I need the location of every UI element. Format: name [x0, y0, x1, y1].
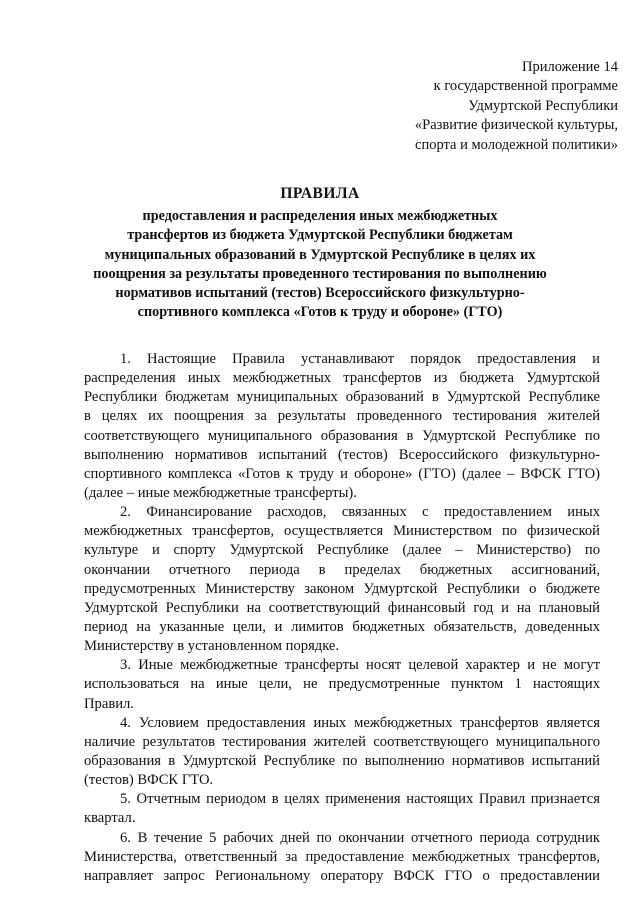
subtitle-line: предоставления и распределения иных межбюджетных [142, 208, 498, 224]
body-line: 4. Условием предоставления иных межбюджетных трансфертов является [120, 714, 600, 731]
body-line: 3. Иные межбюджетные трансферты носят целевой характер и не могут [120, 657, 600, 674]
body-line: 2. Финансирование расходов, связанных с предоставлением иных [120, 504, 600, 521]
body-line: период на указанные цели, и лимитов бюджетных обязательств, доведенных [84, 618, 600, 635]
subtitle-line: нормативов испытаний (тестов) Всероссийского физкультурно- [115, 285, 525, 302]
body-line: 5. Отчетным периодом в целях применения настоящих Правил признается [120, 791, 600, 808]
body-line: образования в Удмуртской Республике по выполнению нормативов испытаний [84, 752, 600, 769]
body-line: предусмотренных Министерству законом Удмуртской Республики о бюджете [84, 580, 600, 597]
body-line: направляет запрос Региональному оператору ВФСК ГТО о предоставлении [84, 867, 600, 884]
subtitle-line: трансфертов из бюджета Удмуртской Республики бюджетам [127, 227, 513, 244]
body-line: распределения иных межбюджетных трансфертов из бюджета Удмуртской [84, 370, 600, 387]
body-line: 1. Настоящие Правила устанавливают порядок предоставления и [120, 351, 600, 367]
attachment-line: «Развитие физической культуры, [414, 117, 618, 134]
body-line: Министерства, ответственный за предоставление межбюджетных трансфертов, [84, 848, 600, 865]
attachment-note [370, 58, 618, 155]
attachment-line: Приложение 14 [522, 59, 618, 75]
body-line: квартал. [84, 810, 136, 827]
body-line: культуре и спорту Удмуртской Республике (далее – Министерство) по [84, 542, 600, 559]
body-line: Республики бюджетам муниципальных образований в Удмуртской Республике [84, 389, 600, 406]
body-line: (тестов) ВФСК ГТО. [84, 772, 214, 789]
title-heading: ПРАВИЛА [280, 185, 360, 202]
body-line: соответствующего муниципального образования в Удмуртской Республике по [84, 427, 600, 444]
document-title [90, 183, 550, 323]
subtitle-line: спортивного комплекса «Готов к труду и обороне» (ГТО) [137, 304, 503, 321]
body-line: Удмуртской Республики на соответствующий финансовый год и на плановый [84, 599, 600, 616]
subtitle-line: поощрения за результаты проведенного тестирования по выполнению [93, 265, 547, 282]
attachment-line: Удмуртской Республики [468, 97, 618, 114]
body-line: выполнению нормативов испытаний (тестов) Всероссийского физкультурно- [84, 446, 600, 463]
body-line: (далее – иные межбюджетные трансферты). [84, 484, 357, 501]
body-line: спортивного комплекса «Готов к труду и обороне» (ГТО) (далее – ВФСК ГТО) [84, 465, 600, 482]
body-line: в целях их поощрения за результаты проведенного тестирования жителей [84, 408, 600, 425]
attachment-line: спорта и молодежной политики» [415, 136, 618, 153]
body-line: наличие результатов тестирования жителей соответствующего муниципального [84, 733, 600, 750]
attachment-line: к государственной программе [433, 78, 618, 95]
body-line: использоваться на иные цели, не предусмотренные пунктом 1 настоящих [84, 676, 600, 693]
subtitle-line: муниципальных образований в Удмуртской Республике в целях их [104, 246, 536, 263]
body-line: Правил. [84, 695, 134, 712]
body-line: 6. В течение 5 рабочих дней по окончании отчетного периода сотрудник [120, 829, 600, 846]
document-body [84, 350, 600, 886]
body-line: Министерству в установленном порядке. [84, 638, 340, 655]
body-line: окончании отчетного периода в пределах бюджетных ассигнований, [84, 561, 600, 578]
body-line: межбюджетных трансфертов, осуществляется Министерством по физической [84, 523, 600, 540]
title-subtitle [90, 207, 550, 323]
